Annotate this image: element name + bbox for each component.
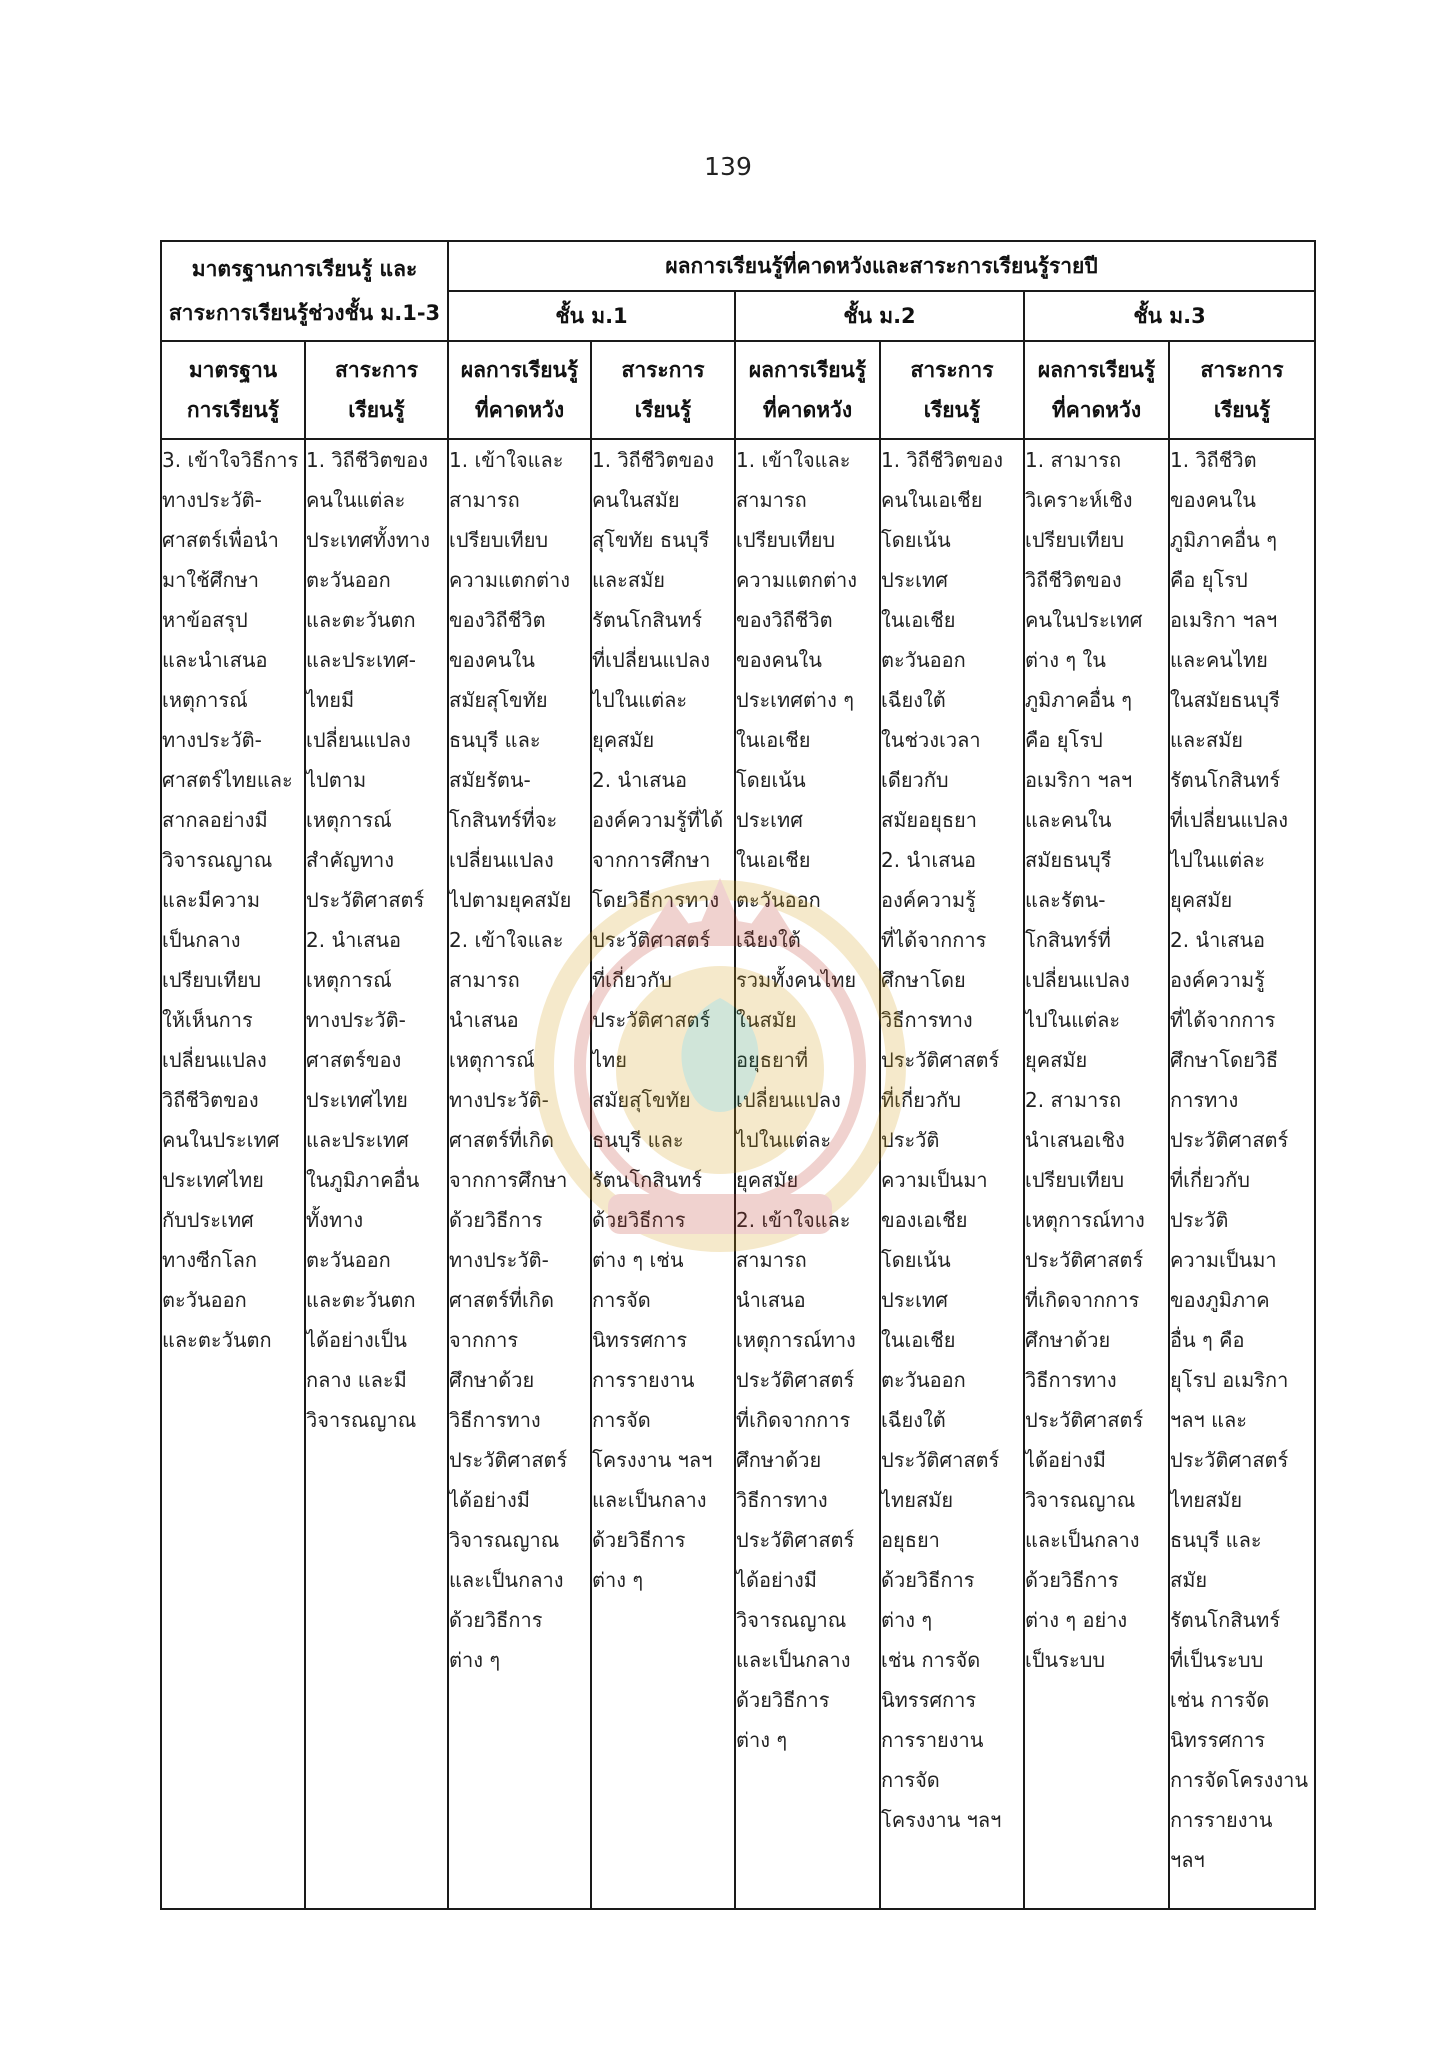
subheader-m3-content: สาระการ เรียนรู้ <box>1169 341 1315 439</box>
cell-content: 1. วิถีชีวิตของ คนในแต่ละ ประเทศทั้งทาง ตะวันออก และตะวันตก และประเทศ- ไทยมี เปลี่ยนแปลง ไปตาม เหตุการณ์ สำคัญทาง ประวัติศาสตร์ 2. นำเสนอ เหตุการณ์ ทางประวัติ- ศาสตร์ของ ประเทศไทย และประเทศ ในภูมิภาคอื่น ทั้งทาง ตะวันออก และตะวันตก ได้อย่างเป็น กลาง และมี วิจารณญาณ <box>305 439 448 1909</box>
expected-outcomes-header: ผลการเรียนรู้ที่คาดหวังและสาระการเรียนรู้รายปี <box>448 241 1315 291</box>
subheader-m3-outcome: ผลการเรียนรู้ ที่คาดหวัง <box>1024 341 1169 439</box>
grade-header-m3: ชั้น ม.3 <box>1024 291 1315 341</box>
cell-m2-outcome: 1. เข้าใจและ สามารถ เปรียบเทียบ ความแตกต่าง ของวิถีชีวิต ของคนใน ประเทศต่าง ๆ ในเอเชีย โดยเน้น ประเทศ ในเอเชีย ตะวันออก เฉียงใต้ รวมทั้งคนไทย ในสมัย อยุธยาที่ เปลี่ยนแปลง ไปในแต่ละ ยุคสมัย 2. เข้าใจและ สามารถ นำเสนอ เหตุการณ์ทาง ประวัติศาสตร์ ที่เกิดจากการ ศึกษาด้วย วิธีการทาง ประวัติศาสตร์ ได้อย่างมี วิจารณญาณ และเป็นกลาง ด้วยวิธีการ ต่าง ๆ <box>735 439 880 1909</box>
cell-standard: 3. เข้าใจวิธีการ ทางประวัติ- ศาสตร์เพื่อนำ มาใช้ศึกษา หาข้อสรุป และนำเสนอ เหตุการณ์ ทางประวัติ- ศาสตร์ไทยและ สากลอย่างมี วิจารณญาณ และมีความ เป็นกลาง เปรียบเทียบ ให้เห็นการ เปลี่ยนแปลง วิถีชีวิตของ คนในประเทศ ประเทศไทย กับประเทศ ทางซีกโลก ตะวันออก และตะวันตก <box>161 439 305 1909</box>
subheader-m1-outcome: ผลการเรียนรู้ ที่คาดหวัง <box>448 341 591 439</box>
cell-m3-content: 1. วิถีชีวิต ของคนใน ภูมิภาคอื่น ๆ คือ ยุโรป อเมริกา ฯลฯ และคนไทย ในสมัยธนบุรี และสมัย รัตนโกสินทร์ ที่เปลี่ยนแปลง ไปในแต่ละ ยุคสมัย 2. นำเสนอ องค์ความรู้ ที่ได้จากการ ศึกษาโดยวิธี การทาง ประวัติศาสตร์ ที่เกี่ยวกับ ประวัติ ความเป็นมา ของภูมิภาค อื่น ๆ คือ ยุโรป อเมริกา ฯลฯ และ ประวัติศาสตร์ ไทยสมัย ธนบุรี และ สมัย รัตนโกสินทร์ ที่เป็นระบบ เช่น การจัด นิทรรศการ การจัดโครงงาน การรายงาน ฯลฯ <box>1169 439 1315 1909</box>
grade-header-m2: ชั้น ม.2 <box>735 291 1024 341</box>
cell-m1-outcome: 1. เข้าใจและ สามารถ เปรียบเทียบ ความแตกต่าง ของวิถีชีวิต ของคนใน สมัยสุโขทัย ธนบุรี และ สมัยรัตน- โกสินทร์ที่จะ เปลี่ยนแปลง ไปตามยุคสมัย 2. เข้าใจและ สามารถ นำเสนอ เหตุการณ์ ทางประวัติ- ศาสตร์ที่เกิด จากการศึกษา ด้วยวิธีการ ทางประวัติ- ศาสตร์ที่เกิด จากการ ศึกษาด้วย วิธีการทาง ประวัติศาสตร์ ได้อย่างมี วิจารณญาณ และเป็นกลาง ด้วยวิธีการ ต่าง ๆ <box>448 439 591 1909</box>
subheader-m2-outcome: ผลการเรียนรู้ ที่คาดหวัง <box>735 341 880 439</box>
table-row <box>161 439 1315 1909</box>
standards-header: มาตรฐานการเรียนรู้ และ สาระการเรียนรู้ช่วงชั้น ม.1-3 <box>161 241 448 341</box>
cell-m2-content: 1. วิถีชีวิตของ คนในเอเชีย โดยเน้น ประเทศ ในเอเชีย ตะวันออก เฉียงใต้ ในช่วงเวลา เดียวกับ สมัยอยุธยา 2. นำเสนอ องค์ความรู้ ที่ได้จากการ ศึกษาโดย วิธีการทาง ประวัติศาสตร์ ที่เกี่ยวกับ ประวัติ ความเป็นมา ของเอเชีย โดยเน้น ประเทศ ในเอเชีย ตะวันออก เฉียงใต้ ประวัติศาสตร์ ไทยสมัย อยุธยา ด้วยวิธีการ ต่าง ๆ เช่น การจัด นิทรรศการ การรายงาน การจัด โครงงาน ฯลฯ <box>880 439 1024 1909</box>
curriculum-table <box>160 240 1316 1910</box>
grade-header-m1: ชั้น ม.1 <box>448 291 735 341</box>
subheader-standard: มาตรฐาน การเรียนรู้ <box>161 341 305 439</box>
subheader-m1-content: สาระการ เรียนรู้ <box>591 341 735 439</box>
cell-m1-content: 1. วิถีชีวิตของ คนในสมัย สุโขทัย ธนบุรี และสมัย รัตนโกสินทร์ ที่เปลี่ยนแปลง ไปในแต่ละ ยุคสมัย 2. นำเสนอ องค์ความรู้ที่ได้ จากการศึกษา โดยวิธีการทาง ประวัติศาสตร์ ที่เกี่ยวกับ ประวัติศาสตร์ ไทย สมัยสุโขทัย ธนบุรี และ รัตนโกสินทร์ ด้วยวิธีการ ต่าง ๆ เช่น การจัด นิทรรศการ การรายงาน การจัด โครงงาน ฯลฯ และเป็นกลาง ด้วยวิธีการ ต่าง ๆ <box>591 439 735 1909</box>
page-number: 139 <box>704 152 752 181</box>
subheader-m2-content: สาระการ เรียนรู้ <box>880 341 1024 439</box>
subheader-content: สาระการ เรียนรู้ <box>305 341 448 439</box>
cell-m3-outcome: 1. สามารถ วิเคราะห์เชิง เปรียบเทียบ วิถีชีวิตของ คนในประเทศ ต่าง ๆ ใน ภูมิภาคอื่น ๆ คือ ยุโรป อเมริกา ฯลฯ และคนใน สมัยธนบุรี และรัตน- โกสินทร์ที่ เปลี่ยนแปลง ไปในแต่ละ ยุคสมัย 2. สามารถ นำเสนอเชิง เปรียบเทียบ เหตุการณ์ทาง ประวัติศาสตร์ ที่เกิดจากการ ศึกษาด้วย วิธีการทาง ประวัติศาสตร์ ได้อย่างมี วิจารณญาณ และเป็นกลาง ด้วยวิธีการ ต่าง ๆ อย่าง เป็นระบบ <box>1024 439 1169 1909</box>
